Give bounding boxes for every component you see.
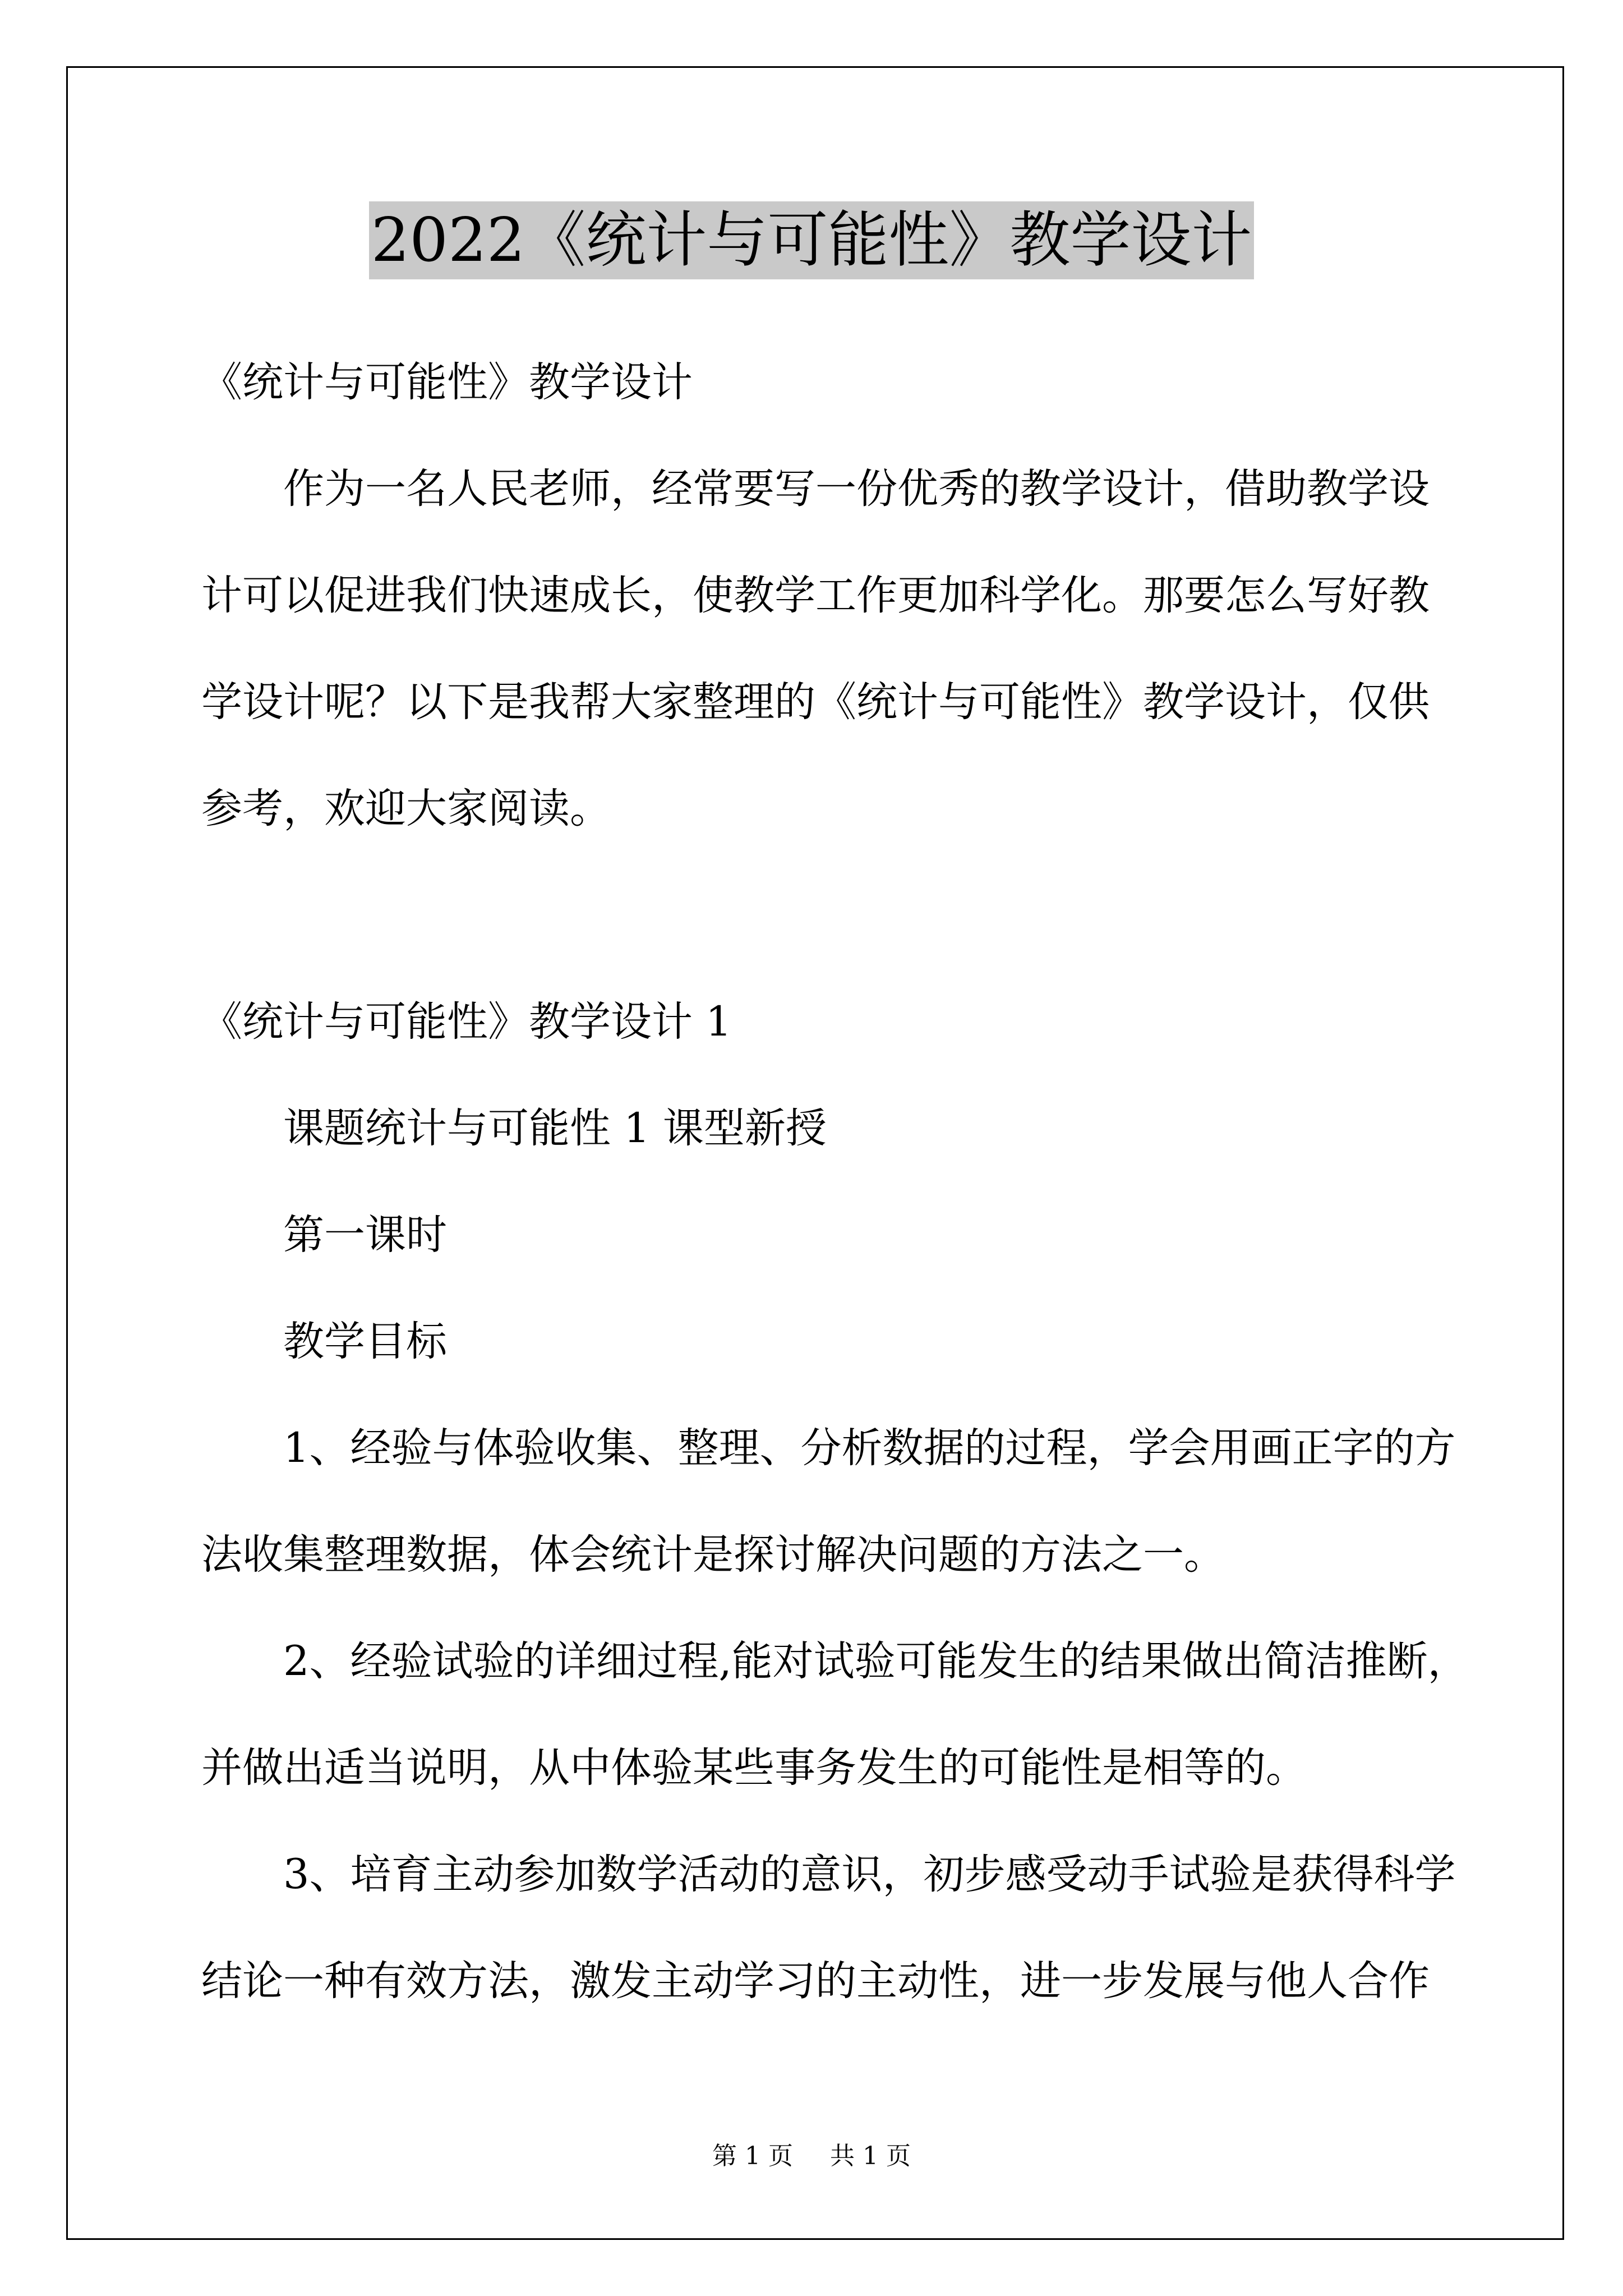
lesson-info: 课题统计与可能性 1 课型新授 — [283, 1105, 827, 1152]
objective-line: 3、培育主动参加数学活动的意识，初步感受动手试验是获得科学 — [283, 1851, 1456, 1898]
document-subtitle: 《统计与可能性》教学设计 — [201, 358, 693, 406]
objective-line: 2、经验试验的详细过程,能对试验可能发生的结果做出简洁推断， — [283, 1637, 1469, 1685]
objective-line: 结论一种有效方法，激发主动学习的主动性，进一步发展与他人合作 — [201, 1957, 1430, 2005]
intro-line: 学设计呢？以下是我帮大家整理的《统计与可能性》教学设计，仅供 — [201, 678, 1430, 726]
intro-line: 作为一名人民老师，经常要写一份优秀的教学设计，借助教学设 — [283, 465, 1430, 513]
blank-line — [201, 862, 1435, 969]
objective-item — [201, 1395, 1456, 1608]
document-body — [201, 329, 1469, 2035]
intro-line: 参考，欢迎大家阅读。 — [201, 785, 611, 832]
page-footer — [0, 2140, 1623, 2173]
page-total: 共 1 页 — [830, 2142, 911, 2170]
intro-line: 计可以促进我们快速成长，使教学工作更加科学化。那要怎么写好教 — [201, 572, 1430, 619]
objective-line: 并做出适当说明，从中体验某些事务发生的可能性是相等的。 — [201, 1744, 1307, 1792]
title-area — [0, 201, 1623, 279]
intro-paragraph — [201, 436, 1435, 862]
section-heading: 《统计与可能性》教学设计 1 — [201, 998, 732, 1046]
objective-line: 1、经验与体验收集、整理、分析数据的过程，学会用画正字的方 — [283, 1424, 1456, 1472]
document-title: 2022《统计与可能性》教学设计 — [369, 201, 1255, 279]
page-number: 第 1 页 — [712, 2142, 793, 2170]
objective-line: 法收集整理数据，体会统计是探讨解决问题的方法之一。 — [201, 1531, 1225, 1579]
lesson-period: 第一课时 — [283, 1211, 447, 1259]
objective-item — [201, 1608, 1469, 1821]
objectives-heading: 教学目标 — [283, 1318, 447, 1365]
objective-item — [201, 1821, 1456, 2035]
